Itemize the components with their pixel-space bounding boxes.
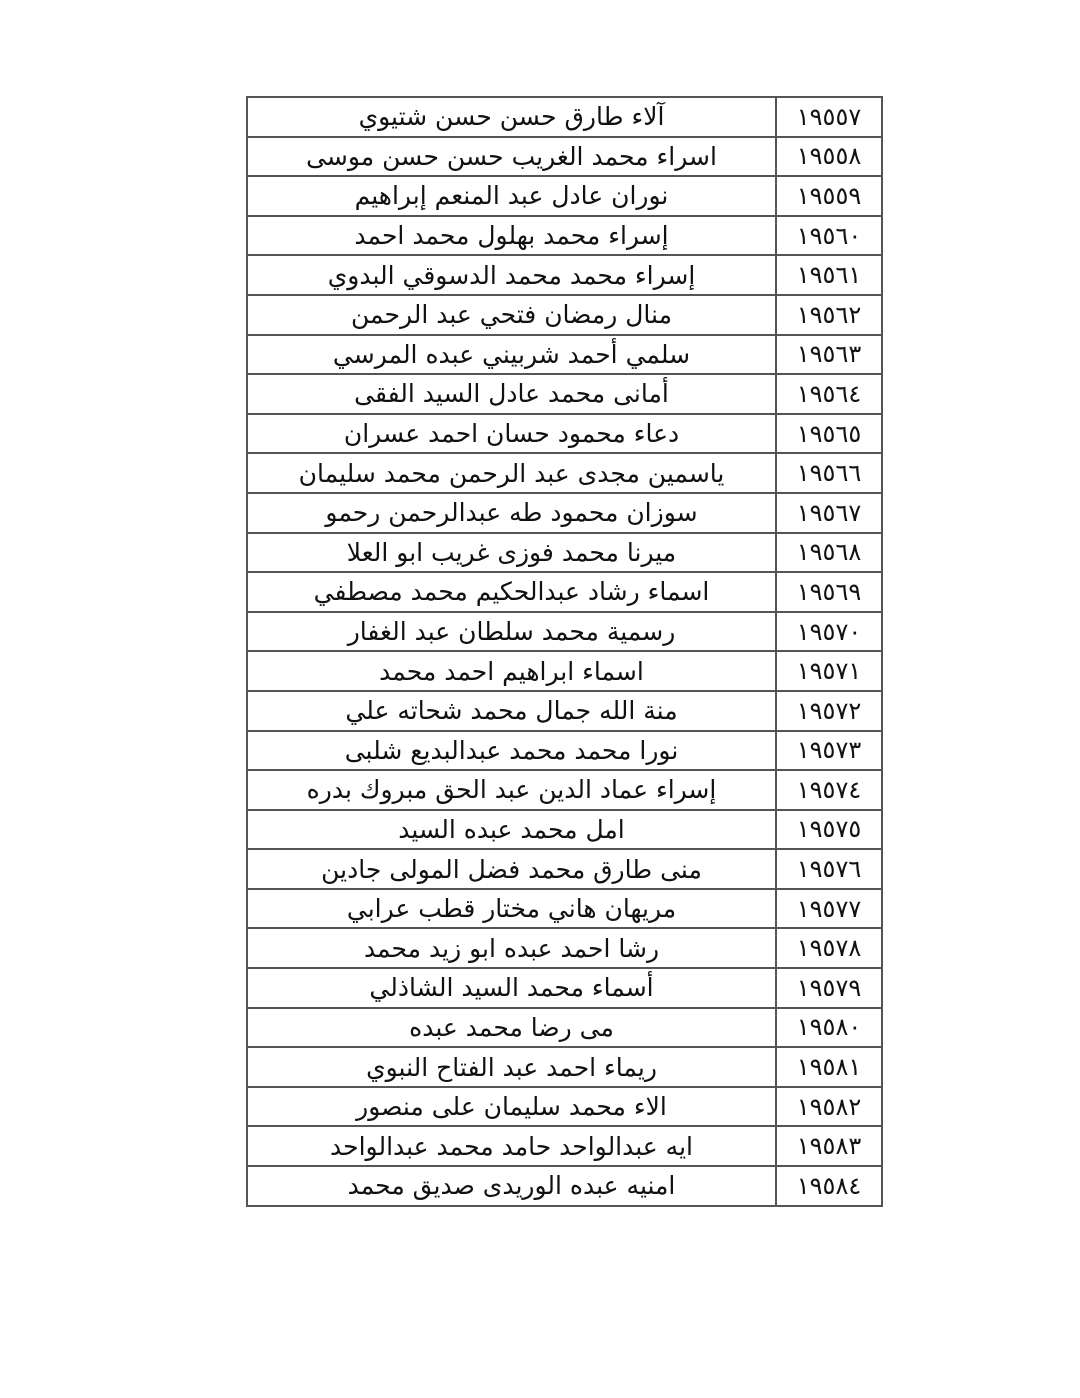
seat-number-cell: ١٩٥٥٨ <box>776 137 882 177</box>
student-name-cell: اسماء ابراهيم احمد محمد <box>247 651 776 691</box>
student-name-cell: ريماء احمد عبد الفتاح النبوي <box>247 1047 776 1087</box>
student-name-cell: إسراء محمد محمد الدسوقي البدوي <box>247 255 776 295</box>
student-name-cell: منى طارق محمد فضل المولى جادين <box>247 849 776 889</box>
table-row <box>247 1087 882 1127</box>
table-row <box>247 295 882 335</box>
table-row <box>247 493 882 533</box>
table-row <box>247 731 882 771</box>
seat-number-cell: ١٩٥٥٧ <box>776 97 882 137</box>
table-row <box>247 176 882 216</box>
student-name-cell: اسراء محمد الغريب حسن حسن موسى <box>247 137 776 177</box>
table-row <box>247 1008 882 1048</box>
seat-number-cell: ١٩٥٦١ <box>776 255 882 295</box>
table-row <box>247 849 882 889</box>
table-row <box>247 97 882 137</box>
table-row <box>247 255 882 295</box>
seat-number-cell: ١٩٥٨٤ <box>776 1166 882 1206</box>
table-row <box>247 1166 882 1206</box>
seat-number-cell: ١٩٥٧٧ <box>776 889 882 929</box>
seat-number-cell: ١٩٥٦٢ <box>776 295 882 335</box>
table-row <box>247 889 882 929</box>
student-name-cell: اسماء رشاد عبدالحكيم محمد مصطفي <box>247 572 776 612</box>
student-name-cell: آلاء طارق حسن حسن شتيوي <box>247 97 776 137</box>
table-row <box>247 1047 882 1087</box>
student-name-cell: مى رضا محمد عبده <box>247 1008 776 1048</box>
table-row <box>247 770 882 810</box>
seat-number-cell: ١٩٥٧٩ <box>776 968 882 1008</box>
table-row <box>247 374 882 414</box>
seat-number-cell: ١٩٥٦٤ <box>776 374 882 414</box>
seat-number-cell: ١٩٥٧٦ <box>776 849 882 889</box>
table-row <box>247 810 882 850</box>
student-name-cell: نوران عادل عبد المنعم إبراهيم <box>247 176 776 216</box>
roster-body <box>247 97 882 1206</box>
seat-number-cell: ١٩٥٧٢ <box>776 691 882 731</box>
seat-number-cell: ١٩٥٦٥ <box>776 414 882 454</box>
seat-number-cell: ١٩٥٧٤ <box>776 770 882 810</box>
student-name-cell: رسمية محمد سلطان عبد الغفار <box>247 612 776 652</box>
roster-sheet <box>246 96 883 1207</box>
seat-number-cell: ١٩٥٦٩ <box>776 572 882 612</box>
student-name-cell: نورا محمد محمد عبدالبديع شلبى <box>247 731 776 771</box>
seat-number-cell: ١٩٥٦٧ <box>776 493 882 533</box>
table-row <box>247 612 882 652</box>
student-name-cell: ميرنا محمد فوزى غريب ابو العلا <box>247 533 776 573</box>
seat-number-cell: ١٩٥٨٣ <box>776 1126 882 1166</box>
table-row <box>247 453 882 493</box>
student-name-cell: منال رمضان فتحي عبد الرحمن <box>247 295 776 335</box>
student-name-cell: سلمي أحمد شربيني عبده المرسي <box>247 335 776 375</box>
student-name-cell: امل محمد عبده السيد <box>247 810 776 850</box>
student-name-cell: إسراء محمد بهلول محمد احمد <box>247 216 776 256</box>
table-row <box>247 414 882 454</box>
table-row <box>247 335 882 375</box>
seat-number-cell: ١٩٥٦٣ <box>776 335 882 375</box>
student-name-cell: مريهان هاني مختار قطب عرابي <box>247 889 776 929</box>
student-name-cell: دعاء محمود حسان احمد عسران <box>247 414 776 454</box>
seat-number-cell: ١٩٥٥٩ <box>776 176 882 216</box>
table-row <box>247 691 882 731</box>
seat-number-cell: ١٩٥٨١ <box>776 1047 882 1087</box>
seat-number-cell: ١٩٥٧٨ <box>776 928 882 968</box>
table-row <box>247 928 882 968</box>
roster-table <box>246 96 883 1207</box>
seat-number-cell: ١٩٥٧٣ <box>776 731 882 771</box>
student-name-cell: ياسمين مجدى عبد الرحمن محمد سليمان <box>247 453 776 493</box>
table-row <box>247 533 882 573</box>
seat-number-cell: ١٩٥٦٨ <box>776 533 882 573</box>
student-name-cell: أسماء محمد السيد الشاذلي <box>247 968 776 1008</box>
student-name-cell: إسراء عماد الدين عبد الحق مبروك بدره <box>247 770 776 810</box>
student-name-cell: رشا احمد عبده ابو زيد محمد <box>247 928 776 968</box>
student-name-cell: ايه عبدالواحد حامد محمد عبدالواحد <box>247 1126 776 1166</box>
seat-number-cell: ١٩٥٦٠ <box>776 216 882 256</box>
seat-number-cell: ١٩٥٧٠ <box>776 612 882 652</box>
table-row <box>247 651 882 691</box>
seat-number-cell: ١٩٥٨٠ <box>776 1008 882 1048</box>
student-name-cell: امنيه عبده الوريدى صديق محمد <box>247 1166 776 1206</box>
seat-number-cell: ١٩٥٧٥ <box>776 810 882 850</box>
student-name-cell: سوزان محمود طه عبدالرحمن رحمو <box>247 493 776 533</box>
table-row <box>247 1126 882 1166</box>
table-row <box>247 137 882 177</box>
student-name-cell: الاء محمد سليمان على منصور <box>247 1087 776 1127</box>
table-row <box>247 572 882 612</box>
seat-number-cell: ١٩٥٨٢ <box>776 1087 882 1127</box>
table-row <box>247 216 882 256</box>
student-name-cell: أمانى محمد عادل السيد الفقى <box>247 374 776 414</box>
student-name-cell: منة الله جمال محمد شحاته علي <box>247 691 776 731</box>
seat-number-cell: ١٩٥٧١ <box>776 651 882 691</box>
table-row <box>247 968 882 1008</box>
seat-number-cell: ١٩٥٦٦ <box>776 453 882 493</box>
